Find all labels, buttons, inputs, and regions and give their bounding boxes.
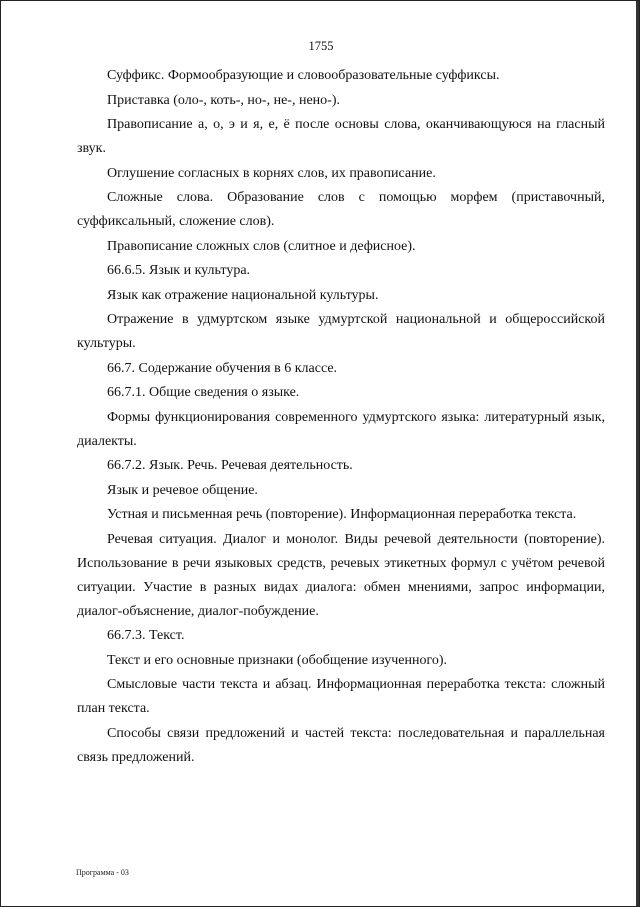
paragraph: Язык как отражение национальной культуры. xyxy=(107,287,379,303)
paragraph: Способы связи предложений и частей текста: последовательная и параллельная связь предложений. xyxy=(77,725,605,765)
paragraph: Сложные слова. Образование слов с помощью морфем (приставочный, суффиксальный, сложение слов). xyxy=(77,190,605,229)
page-footer: Программа - 03 xyxy=(76,868,129,877)
paragraph: Отражение в удмуртском языке удмуртской национальной и общероссийской культуры. xyxy=(77,312,605,351)
section-heading: 66.7.1. Общие сведения о языке. xyxy=(107,385,300,400)
section-heading: 66.6.5. Язык и культура. xyxy=(107,263,251,278)
section-heading: 66.7. Содержание обучения в 6 классе. xyxy=(107,360,338,376)
paragraph: Устная и письменная речь (повторение). Информационная переработка текста. xyxy=(107,507,577,522)
scan-edge-border xyxy=(636,1,639,907)
paragraph: Формы функционирования современного удмуртского языка: литературный язык, диалекты. xyxy=(77,409,605,449)
document-body xyxy=(77,64,605,770)
paragraph: Приставка (оло-, коть-, но-, не-, нено-). xyxy=(107,92,340,108)
paragraph: Суффикс. Формообразующие и словообразовательные суффиксы. xyxy=(107,68,500,83)
paragraph: Правописание сложных слов (слитное и дефисное). xyxy=(107,238,416,254)
paragraph: Смысловые части текста и абзац. Информационная переработка текста: сложный план текста. xyxy=(77,677,605,716)
page-number: 1755 xyxy=(308,39,334,53)
paragraph: Оглушение согласных в корнях слов, их правописание. xyxy=(107,165,436,181)
paragraph: Текст и его основные признаки (обобщение изученного). xyxy=(107,652,448,668)
paragraph: Язык и речевое общение. xyxy=(107,482,258,498)
section-heading: 66.7.2. Язык. Речь. Речевая деятельность. xyxy=(107,458,353,473)
paragraph: Правописание а, о, э и я, е, ё после основы слова, оканчивающуюся на гласный звук. xyxy=(77,117,605,156)
paragraph: Речевая ситуация. Диалог и монолог. Виды речевой деятельности (повторение). Использование в речи языковых средств, речевых этикетных формул с учётом речевой ситуации. Участие в разных видах диалога: обмен мнениями, запрос информации, диалог-объяснение, диалог-побуждение. xyxy=(77,531,605,619)
section-heading: 66.7.3. Текст. xyxy=(107,628,185,643)
